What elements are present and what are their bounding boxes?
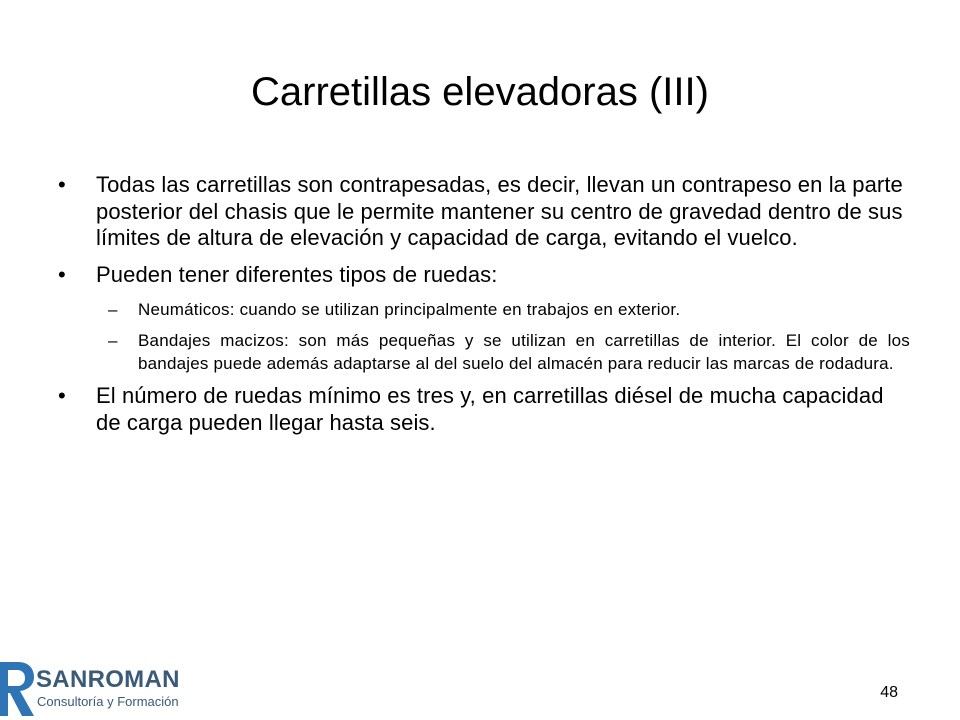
- page-number: 48: [880, 684, 898, 701]
- company-logo: [0, 652, 200, 720]
- slide-body: [58, 172, 910, 446]
- bullet-item: [58, 383, 910, 436]
- logo-name: SANROMAN: [36, 666, 180, 693]
- sub-bullet-text: Bandajes macizos: son más pequeñas y se utilizan en carretillas de interior. El color de los bandajes puede además adaptarse al del suelo del almacén para reducir las marcas de rodadura.: [138, 331, 910, 373]
- logo-tagline: Consultoría y Formación: [37, 694, 179, 709]
- bullet-item: [58, 172, 910, 252]
- slide-title: Carretillas elevadoras (III): [251, 70, 709, 114]
- sub-bullet-item: [58, 298, 910, 321]
- bullet-marker: •: [58, 383, 66, 408]
- sub-bullet-text: Neumáticos: cuando se utilizan principalmente en trabajos en exterior.: [138, 300, 681, 319]
- bullet-marker: •: [58, 261, 66, 287]
- bullet-marker: •: [58, 172, 66, 197]
- bullet-text: El número de ruedas mínimo es tres y, en carretillas diésel de mucha capacidad de carga pueden llegar hasta seis.: [96, 383, 884, 435]
- bullet-text: Todas las carretillas son contrapesadas, es decir, llevan un contrapeso en la parte posterior del chasis que le permite mantener su centro de gravedad dentro de sus límites de altura de elevación y capacidad de carga, evitando el vuelco.: [96, 172, 903, 250]
- bullet-item: [58, 262, 910, 289]
- bullet-text: Pueden tener diferentes tipos de ruedas:: [96, 261, 498, 287]
- logo-r-icon: [0, 652, 36, 720]
- sub-bullet-marker: –: [108, 300, 118, 319]
- sub-bullet-item: [58, 329, 910, 375]
- sub-bullet-marker: –: [108, 331, 118, 350]
